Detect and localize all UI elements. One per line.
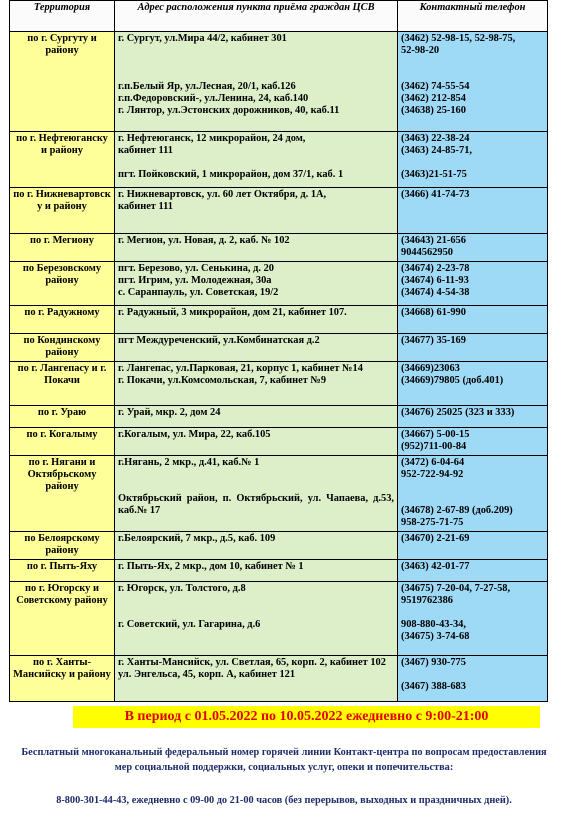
phone-line: (3463)21-51-75 [401, 169, 467, 180]
phone-line: (34669)23063 [401, 363, 460, 374]
phone-cell [398, 262, 548, 306]
hotline-description: Бесплатный многоканальный федеральный номер горячей линии Контакт-центра по вопросам предоставления мер социальной поддержки, социальных услуг, опеки и попечительства: [21, 747, 547, 773]
address-line: г. Покачи, ул.Комсомольская, 7, кабинет №9 [118, 375, 327, 386]
territory-cell: по г. Радужному [10, 306, 115, 334]
territory-cell: по Березовскому району [10, 262, 115, 306]
territory-cell: по г. Когалыму [10, 428, 115, 456]
territory-cell: по г. Пыть-Яху [10, 560, 115, 582]
address-line: г.Нягань, 2 мкр., д.41, каб.№ 1 [118, 457, 260, 468]
phone-line: (3463) 22-38-24 [401, 133, 470, 144]
address-line: г. Лянтор, ул.Эстонских дорожников, 40, каб.11 [118, 105, 340, 116]
table-row [10, 306, 548, 334]
table-row [10, 656, 548, 702]
table-row [10, 362, 548, 406]
phone-cell [398, 334, 548, 362]
hotline-number-line: 8-800-301-44-43, ежедневно с 09-00 до 21-00 часов (без перерывов, выходных и праздничных дней). [56, 795, 512, 806]
phone-line: (34674) 6-11-93 [401, 275, 469, 286]
address-cell [115, 334, 398, 362]
phone-line: (34675) 7-20-04, 7-27-58, [401, 583, 511, 594]
spacer [118, 481, 394, 493]
address-line: г. Ханты-Мансийск, ул. Светлая, 65, корп. 2, кабинет 102 [118, 657, 386, 668]
phone-line: (3462) 212-854 [401, 93, 466, 104]
address-line: г.Когалым, ул. Мира, 22, каб.105 [118, 429, 271, 440]
phone-line: (34678) 2-67-89 (доб.209) [401, 505, 513, 516]
table-row [10, 406, 548, 428]
phone-cell [398, 362, 548, 406]
table-row [10, 456, 548, 532]
territory-cell: по Белоярскому району [10, 532, 115, 560]
phone-line: (3472) 6-04-64 [401, 457, 465, 468]
phone-line: (3467) 388-683 [401, 681, 466, 692]
phone-line: (3466) 41-74-73 [401, 189, 470, 200]
phone-cell [398, 234, 548, 262]
table-row [10, 560, 548, 582]
phone-line: (3463) 24-85-71, [401, 145, 472, 156]
spacer [118, 607, 394, 619]
address-line: с. Саранпауль, ул. Советская, 19/2 [118, 287, 279, 298]
phone-line: (34675) 3-74-68 [401, 631, 470, 642]
table-row [10, 334, 548, 362]
phone-cell [398, 306, 548, 334]
phone-line: 908-880-43-34, [401, 619, 466, 630]
territory-cell: по г. Ураю [10, 406, 115, 428]
table-header-row [10, 1, 548, 32]
phone-cell [398, 188, 548, 234]
address-line: г. Нижневартовск, ул. 60 лет Октября, д. 1А, [118, 189, 327, 200]
territory-cell: по г. Мегиону [10, 234, 115, 262]
address-line: г. Пыть-Ях, 2 мкр., дом 10, кабинет № 1 [118, 561, 304, 572]
address-line: пгт. Березово, ул. Сенькина, д. 20 [118, 263, 274, 274]
territory-cell: по г. Нефтеюганску и району [10, 132, 115, 188]
address-line: пгт. Игрим, ул. Молодежная, 30а [118, 275, 272, 286]
phone-line: 9519762386 [401, 595, 453, 606]
phone-line: 52-98-20 [401, 45, 440, 56]
address-line: г. Мегион, ул. Новая, д. 2, каб. № 102 [118, 235, 290, 246]
table-row [10, 582, 548, 656]
territory-cell: по г. Ханты-Мансийску и району [10, 656, 115, 702]
territory-cell: по г. Нягани и Октябрьскому району [10, 456, 115, 532]
phone-cell [398, 560, 548, 582]
address-cell [115, 132, 398, 188]
phone-line: (34676) 25025 (323 и 333) [401, 407, 515, 418]
phone-line: (34638) 25-160 [401, 105, 466, 116]
address-line: кабинет 111 [118, 201, 173, 212]
phone-line: (34667) 5-00-15 [401, 429, 470, 440]
spacer [118, 595, 394, 607]
spacer [118, 57, 394, 69]
phone-line: (34643) 21-656 [401, 235, 466, 246]
spacer [401, 607, 544, 619]
address-cell [115, 262, 398, 306]
phone-line: 958-275-71-75 [401, 517, 464, 528]
phone-line: (34670) 2-21-69 [401, 533, 470, 544]
address-line: г.п.Федоровский-, ул.Ленина, 24, каб.140 [118, 93, 309, 104]
address-line: г.п.Белый Яр, ул.Лесная, 20/1, каб.126 [118, 81, 296, 92]
address-line: г. Урай, мкр. 2, дом 24 [118, 407, 221, 418]
address-line: г. Нефтеюганск, 12 микрорайон, 24 дом, [118, 133, 306, 144]
phone-line: (3463) 42-01-77 [401, 561, 470, 572]
address-cell [115, 532, 398, 560]
address-cell [115, 656, 398, 702]
phone-line: (34674) 2-23-78 [401, 263, 470, 274]
phone-cell [398, 406, 548, 428]
address-cell [115, 428, 398, 456]
territory-cell: по г. Сургуту и району [10, 32, 115, 132]
phone-cell [398, 32, 548, 132]
header-address: Адрес расположения пункта приёма граждан ЦСВ [115, 1, 398, 32]
territory-cell: по г. Югорску и Советскому району [10, 582, 115, 656]
phone-line: (3462) 74-55-54 [401, 81, 470, 92]
address-cell [115, 188, 398, 234]
table-row [10, 428, 548, 456]
phone-cell [398, 656, 548, 702]
contacts-table [9, 0, 548, 702]
spacer [401, 69, 544, 81]
address-cell [115, 362, 398, 406]
phone-cell [398, 428, 548, 456]
table-row [10, 132, 548, 188]
phone-line: (3462) 52-98-15, 52-98-75, [401, 33, 516, 44]
address-line: г. Радужный, 3 микрорайон, дом 21, кабинет 107. [118, 307, 347, 318]
table-row [10, 234, 548, 262]
territory-cell: по Кондинскому району [10, 334, 115, 362]
address-line: г. Советский, ул. Гагарина, д.6 [118, 619, 261, 630]
spacer [401, 57, 544, 69]
spacer [118, 69, 394, 81]
address-line: г. Сургут, ул.Мира 44/2, кабинет 301 [118, 33, 287, 44]
spacer [401, 481, 544, 493]
address-cell [115, 406, 398, 428]
address-cell [115, 456, 398, 532]
address-cell [115, 582, 398, 656]
address-line: Октябрьский район, п. Октябрьский, ул. Чапаева, д.53, каб.№ 17 [118, 493, 394, 516]
table-row [10, 188, 548, 234]
address-cell [115, 234, 398, 262]
phone-cell [398, 582, 548, 656]
phone-line: (34668) 61-990 [401, 307, 466, 318]
address-line: пгт Междуреченский, ул.Комбинатская д.2 [118, 335, 320, 346]
address-line: г. Лангепас, ул.Парковая, 21, корпус 1, кабинет №14 [118, 363, 363, 374]
phone-cell [398, 532, 548, 560]
phone-cell [398, 132, 548, 188]
address-cell [115, 32, 398, 132]
spacer [118, 157, 394, 169]
address-line: г. Югорск, ул. Толстого, д.8 [118, 583, 246, 594]
phone-line: (3467) 930-775 [401, 657, 466, 668]
period-banner: В период с 01.05.2022 по 10.05.2022 ежедневно с 9:00-21:00 [73, 706, 540, 728]
phone-line: (34677) 35-169 [401, 335, 466, 346]
spacer [401, 157, 544, 169]
spacer [401, 669, 544, 681]
spacer [118, 469, 394, 481]
phone-line: 9044562950 [401, 247, 453, 258]
territory-cell: по г. Лангепасу и г. Покачи [10, 362, 115, 406]
phone-cell [398, 456, 548, 532]
table-row [10, 262, 548, 306]
spacer [118, 45, 394, 57]
territory-cell: по г. Нижневартовск у и району [10, 188, 115, 234]
phone-line: (952)711-00-84 [401, 441, 467, 452]
header-phone: Контактный телефон [398, 1, 548, 32]
phone-line: 952-722-94-92 [401, 469, 464, 480]
table-row [10, 532, 548, 560]
address-line: кабинет 111 [118, 145, 173, 156]
address-line: ул. Энгельса, 45, корп. А, кабинет 121 [118, 669, 296, 680]
phone-line: (34669)79805 (доб.401) [401, 375, 504, 386]
address-cell [115, 560, 398, 582]
header-territory: Территория [10, 1, 115, 32]
address-cell [115, 306, 398, 334]
spacer [401, 493, 544, 505]
phone-line: (34674) 4-54-38 [401, 287, 470, 298]
table-row [10, 32, 548, 132]
address-line: пгт. Пойковский, 1 микрорайон, дом 37/1, каб. 1 [118, 169, 344, 180]
address-line: г.Белоярский, 7 мкр., д.5, каб. 109 [118, 533, 276, 544]
